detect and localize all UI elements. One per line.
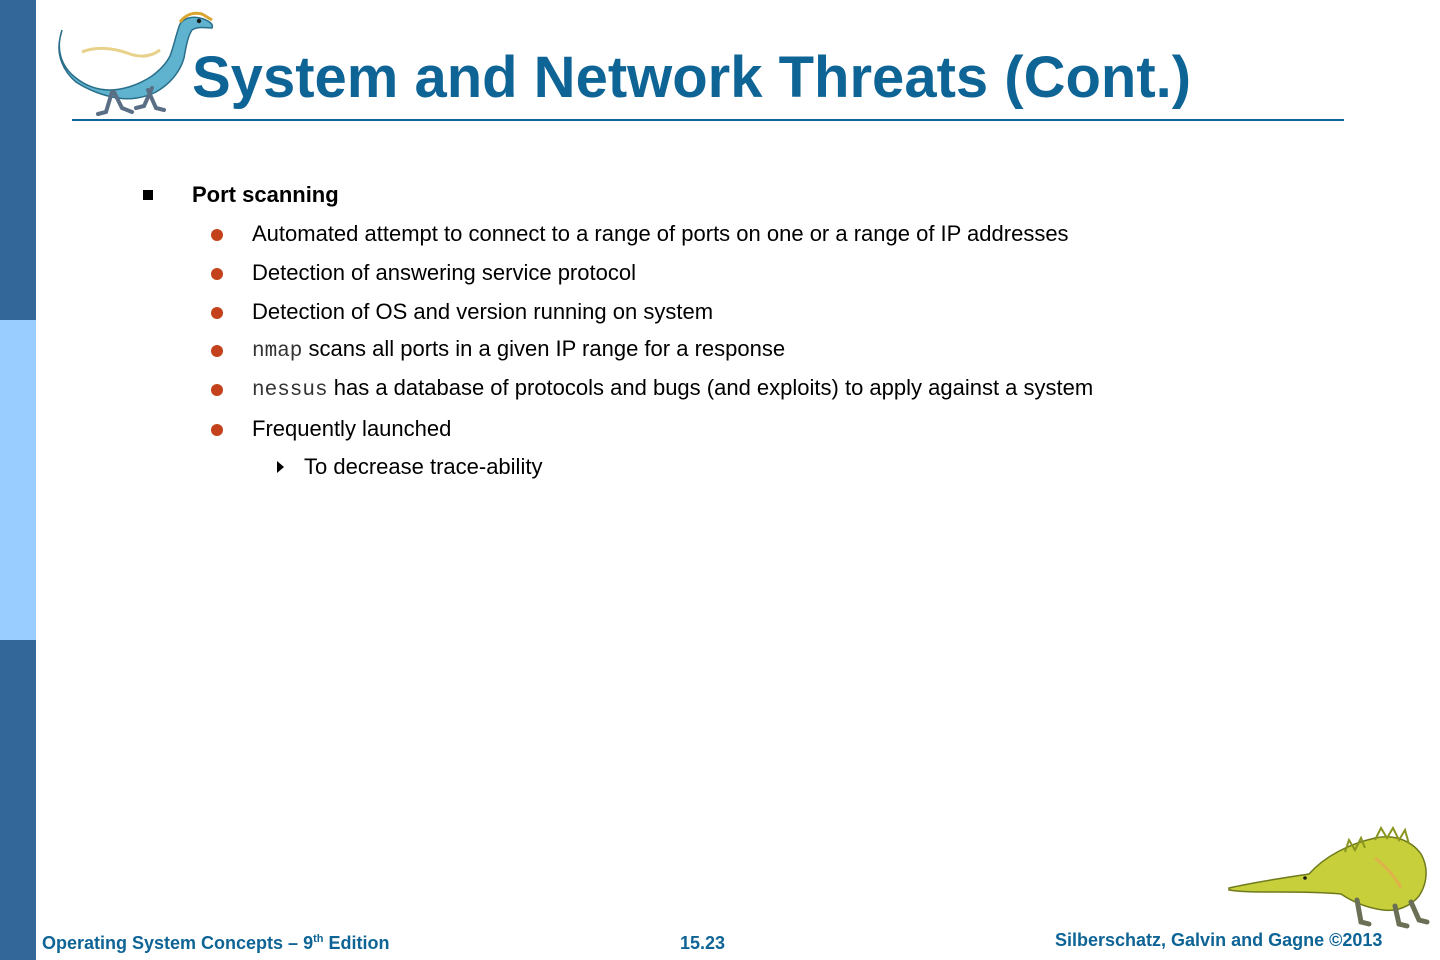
- footer-authors: Silberschatz, Galvin and Gagne ©2013: [1055, 930, 1383, 950]
- bullet-nmap: [252, 335, 785, 366]
- footer-book-title: [42, 933, 389, 954]
- circle-bullet-icon: [211, 345, 223, 357]
- bullet-os-detection: Detection of OS and version running on system: [252, 299, 714, 324]
- nessus-command: nessus: [252, 379, 328, 402]
- bullet-nessus: [252, 374, 1093, 405]
- bullet-port-scanning: Port scanning: [192, 182, 339, 207]
- sidebar-band-bottom: [0, 640, 36, 960]
- slide-title: System and Network Threats (Cont.): [192, 45, 1192, 110]
- footer-edition-text: Edition: [323, 933, 390, 953]
- arrow-bullet-icon: [277, 461, 284, 473]
- footer-edition-sup: th: [313, 933, 324, 945]
- circle-bullet-icon: [211, 384, 223, 396]
- bullet-automated-attempt: Automated attempt to connect to a range of ports on one or a range of IP addresses: [252, 221, 1069, 246]
- circle-bullet-icon: [211, 229, 223, 241]
- circle-bullet-icon: [211, 307, 223, 319]
- slide-number: 15.23: [680, 933, 726, 953]
- square-bullet-icon: [143, 190, 153, 200]
- bullet-frequently-launched: Frequently launched: [252, 416, 452, 441]
- circle-bullet-icon: [211, 424, 223, 436]
- footer-book-title-text: Operating System Concepts – 9: [42, 933, 314, 953]
- dinosaur-icon: [1225, 818, 1435, 930]
- nmap-description: scans all ports in a given IP range for a response: [302, 336, 786, 361]
- nessus-description: has a database of protocols and bugs (and exploits) to apply against a system: [327, 375, 1094, 400]
- bullet-service-protocol: Detection of answering service protocol: [252, 260, 636, 285]
- nmap-command: nmap: [252, 340, 303, 363]
- circle-bullet-icon: [211, 268, 223, 280]
- bullet-trace-ability: To decrease trace-ability: [304, 454, 543, 479]
